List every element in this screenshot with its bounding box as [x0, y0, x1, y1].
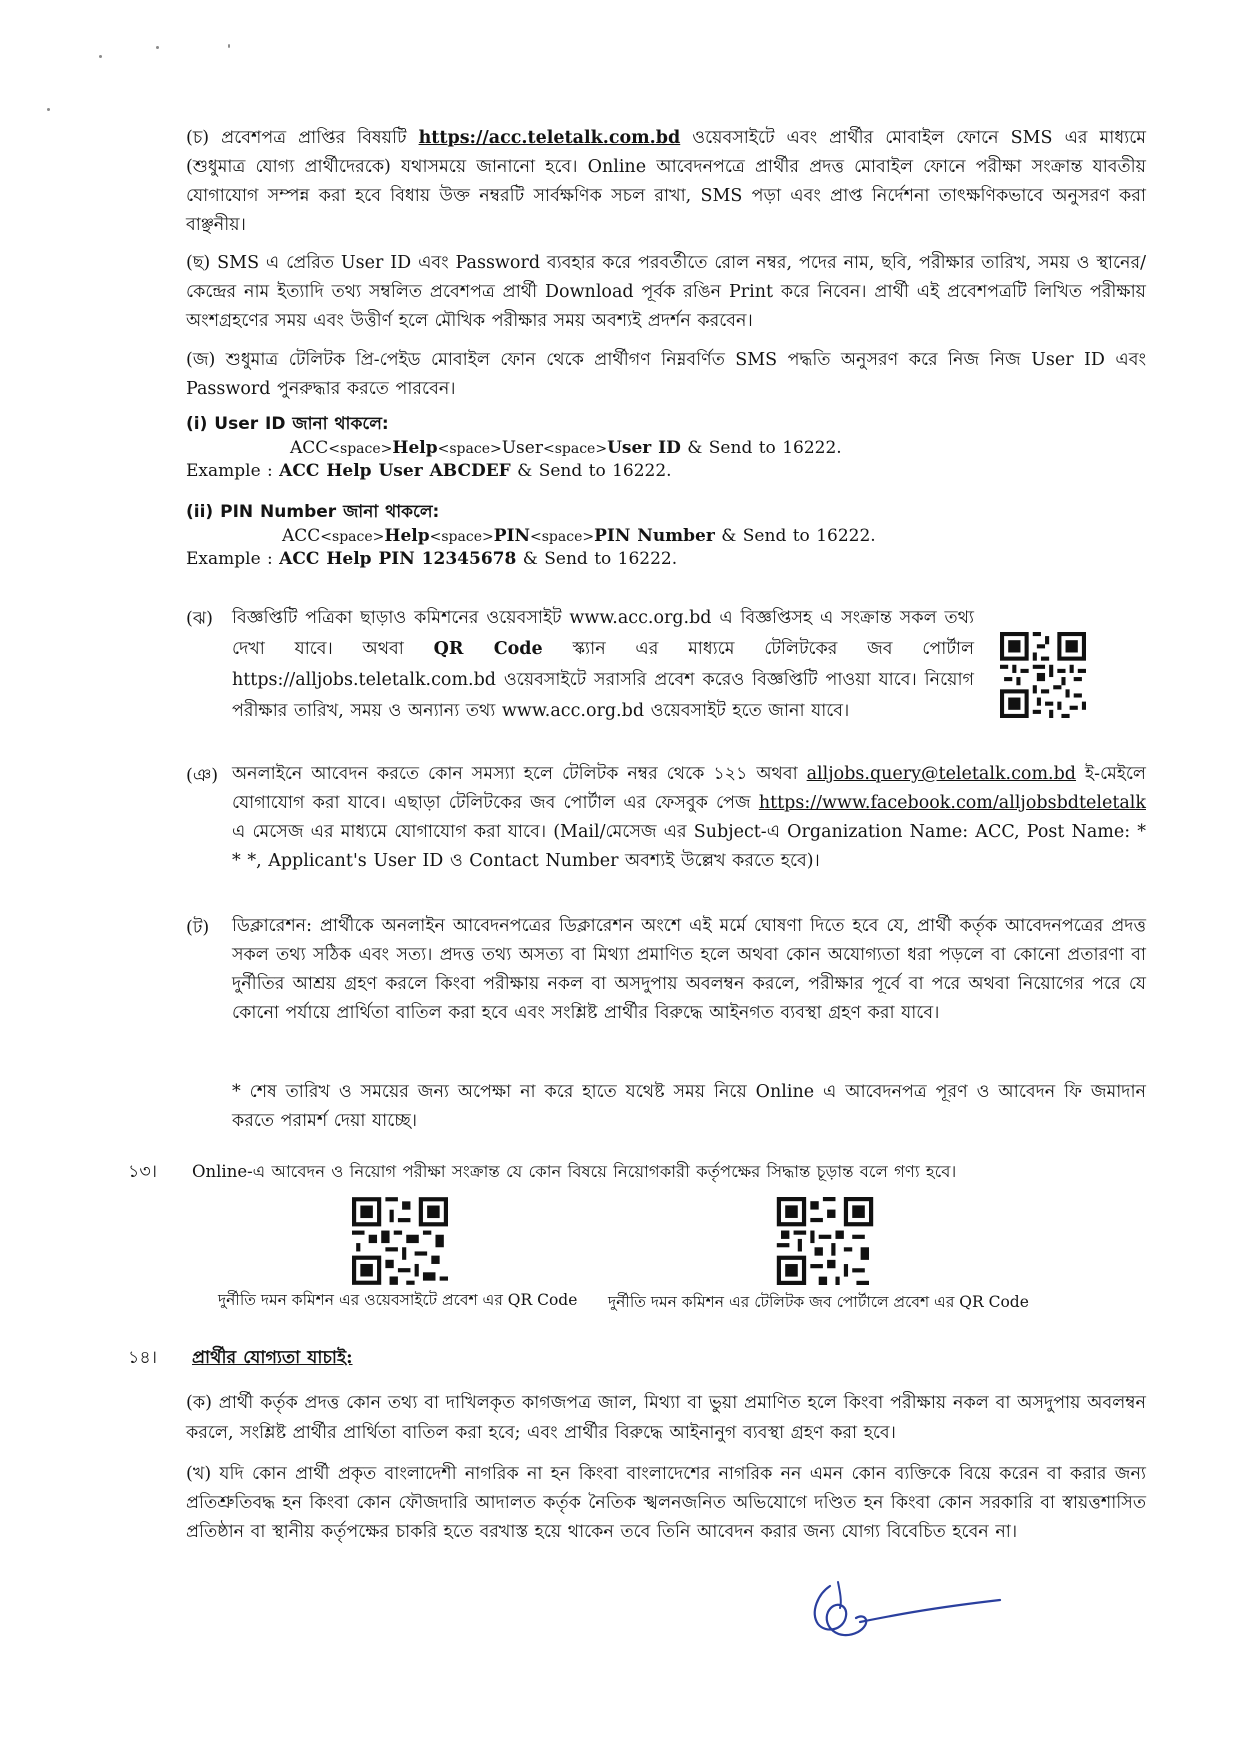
para-marker: (খ)	[186, 1464, 212, 1484]
para-text: এ মেসেজ এর মাধ্যমে যোগাযোগ করা যাবে। (Mail/মেসেজ এর Subject-এ Organization Name: ACC, Post Name: * * *, Applicant's User ID ও Contact Number অবশ্যই উল্লেখ করতে হবে)।	[232, 822, 1146, 871]
qr-caption-acc-website: দুর্নীতি দমন কমিশন এর ওয়েবসাইটে প্রবেশ এর QR Code	[218, 1291, 578, 1309]
para-text: প্রবেশপত্র প্রাপ্তির বিষয়টি	[221, 128, 407, 148]
para-ja	[186, 346, 1146, 404]
sms-token-space: <space>	[320, 529, 385, 545]
sms-send-text: & Send to 16222.	[516, 549, 678, 569]
sms-token-space: <space>	[530, 529, 595, 545]
sms-token-user: User	[501, 438, 543, 458]
sms-token-space: <space>	[429, 529, 494, 545]
sms-send-text: & Send to 16222.	[714, 526, 876, 546]
example-label: Example :	[186, 549, 280, 569]
para-text: স্ক্যান এর মাধ্যমে টেলিটকের জব পোর্টাল https://alljobs.teletalk.com.bd ওয়েবসাইটে সরাসরি প্রবেশ করেও বিজ্ঞপ্তিটি পাওয়া যাবে। নিয়োগ পরীক্ষার তারিখ, সময় ও অন্যান্য তথ্য www.acc.org.bd ওয়েবসাইট হতে জানা যাবে।	[232, 639, 974, 721]
sms-pin-label: (ii) PIN Number জানা থাকলে:	[186, 502, 440, 522]
section-14-number: ১৪।	[128, 1348, 157, 1368]
para-nya	[232, 760, 1146, 876]
para-text: ওয়েবসাইটে এবং প্রার্থীর মোবাইল ফোনে SMS এর মাধ্যমে (শুধুমাত্র যোগ্য প্রার্থীদেরকে) যথাসময়ে জানানো হবে। Online আবেদনপত্রে প্রার্থীর প্রদত্ত মোবাইল ফোনে পরীক্ষা সংক্রান্ত যাবতীয় যোগাযোগ সম্পন্ন করা হবে বিধায় উক্ত নম্বরটি সার্বক্ষণিক সচল রাখা, SMS পড়া এবং প্রাপ্ত নির্দেশনা তাৎক্ষণিকভাবে অনুসরণ করা বাঞ্ছনীয়।	[186, 128, 1146, 235]
para-text: যদি কোন প্রার্থী প্রকৃত বাংলাদেশী নাগরিক না হন কিংবা বাংলাদেশের নাগরিক নন এমন কোন ব্যক্তিকে বিয়ে করেন বা করার জন্য প্রতিশ্রুতিবদ্ধ হন কিংবা কোন ফৌজদারি আদালত কর্তৃক নৈতিক স্খলনজনিত অভিযোগে দণ্ডিত হন কিংবা কোন সরকারি বা স্বায়ত্তশাসিত প্রতিষ্ঠান বা স্থানীয় কর্তৃপক্ষের চাকরি হতে বরখাস্ত হয়ে থাকেন তবে তিনি আবেদন করার জন্য যোগ্য বিবেচিত হবেন না।	[186, 1464, 1146, 1542]
advice-note: * শেষ তারিখ ও সময়ের জন্য অপেক্ষা না করে হাতে যথেষ্ট সময় নিয়ে Online এ আবেদনপত্র পূরণ ও আবেদন ফি জমাদান করতে পরামর্শ দেয়া যাচ্ছে।	[232, 1082, 1146, 1131]
qr-code-icon	[352, 1197, 448, 1285]
signature-image	[800, 1572, 1020, 1652]
qr-code-label: QR Code	[433, 639, 543, 659]
qr-code-icon	[1000, 632, 1086, 718]
para-marker: (ছ)	[186, 253, 211, 273]
support-email-link[interactable]: alljobs.query@teletalk.com.bd	[806, 764, 1077, 784]
sms-token-user-id: User ID	[607, 438, 681, 458]
section-13-text: Online-এ আবেদন ও নিয়োগ পরীক্ষা সংক্রান্ত যে কোন বিষয়ে নিয়োগকারী কর্তৃপক্ষের সিদ্ধান্ত চূড়ান্ত বলে গণ্য হবে।	[192, 1162, 957, 1181]
qr-caption-teletalk-portal: দুর্নীতি দমন কমিশন এর টেলিটক জব পোর্টালে প্রবেশ এর QR Code	[608, 1293, 1029, 1311]
example-command: ACC Help PIN 12345678	[279, 549, 517, 569]
scan-speck	[156, 46, 159, 49]
example-command: ACC Help User ABCDEF	[279, 461, 511, 481]
para-text: ডিক্লারেশন: প্রার্থীকে অনলাইন আবেদনপত্রের ডিক্লারেশন অংশে এই মর্মে ঘোষণা দিতে হবে যে, প্রার্থী কর্তৃক আবেদনপত্রের প্রদত্ত সকল তথ্য সঠিক এবং সত্য। প্রদত্ত তথ্য অসত্য বা মিথ্যা প্রমাণিত হলে অথবা কোন অযোগ্যতা ধরা পড়লে বা কোনো প্রতারণা বা দুর্নীতির আশ্রয় গ্রহণ করলে কিংবা পরীক্ষায় নকল বা অসদুপায় অবলম্বন করলে, পরীক্ষার পূর্বে বা পরে অথবা নিয়োগের পরে যে কোনো পর্যায়ে প্রার্থিতা বাতিল করা হবে এবং সংশ্লিষ্ট প্রার্থীর বিরুদ্ধে আইনগত ব্যবস্থা গ্রহণ করা যাবে।	[232, 916, 1146, 1023]
para-marker: (ক)	[186, 1393, 212, 1413]
admit-card-url-link[interactable]: https://acc.teletalk.com.bd	[418, 128, 681, 148]
qr-teletalk-portal	[776, 1197, 874, 1285]
sms-pin-block	[186, 500, 1146, 571]
sms-user-id-block	[186, 412, 1146, 483]
sms-send-text: & Send to 16222.	[680, 438, 842, 458]
para-jha	[232, 603, 974, 727]
sms-format-line	[186, 436, 1146, 461]
para-text: প্রার্থী কর্তৃক প্রদত্ত কোন তথ্য বা দাখিলকৃত কাগজপত্র জাল, মিথ্যা বা ভুয়া প্রমাণিত হলে কিংবা পরীক্ষায় নকল বা অসদুপায় অবলম্বন করলে, সংশ্লিষ্ট প্রার্থীর প্রার্থিতা বাতিল করা হবে; এবং প্রার্থীর বিরুদ্ধে আইনানুগ ব্যবস্থা গ্রহণ করা হবে।	[186, 1393, 1146, 1443]
sms-user-id-label: (i) User ID জানা থাকলে:	[186, 414, 389, 434]
sms-token-space: <space>	[542, 441, 608, 457]
sms-token-acc: ACC	[290, 438, 329, 458]
qr-code-icon	[776, 1197, 874, 1285]
example-label: Example :	[186, 461, 280, 481]
section-13-number: ১৩।	[128, 1162, 157, 1182]
sms-example-line	[186, 459, 1146, 483]
para-cha	[186, 124, 1146, 240]
sms-token-help: Help	[392, 438, 438, 458]
para-marker: (চ)	[186, 128, 210, 148]
qr-acc-website	[352, 1197, 448, 1285]
para-text: শুধুমাত্র টেলিটক প্রি-পেইড মোবাইল ফোন থেকে প্রার্থীগণ নিম্নবর্ণিত SMS পদ্ধতি অনুসরণ করে নিজ নিজ User ID এবং Password পুনরুদ্ধার করতে পারবেন।	[186, 350, 1146, 399]
marker-ta: (ট)	[186, 918, 210, 938]
sms-token-pin: PIN	[493, 526, 530, 546]
para-ta	[232, 912, 1146, 1028]
sms-example-line	[186, 547, 1146, 571]
scan-speck	[99, 55, 102, 58]
sms-format-line	[186, 524, 1146, 549]
sms-token-acc: ACC	[282, 526, 321, 546]
para-kha	[186, 1460, 1146, 1547]
sms-send-text: & Send to 16222.	[510, 461, 672, 481]
scan-speck	[47, 108, 50, 111]
marker-jha: (ঝ)	[186, 609, 213, 629]
scan-speck	[228, 44, 230, 48]
sms-token-help: Help	[384, 526, 430, 546]
para-ka	[186, 1388, 1146, 1448]
section-14-title: প্রার্থীর যোগ্যতা যাচাই:	[192, 1348, 353, 1368]
sms-token-space: <space>	[328, 441, 393, 457]
para-chha	[186, 249, 1146, 336]
para-marker: (জ)	[186, 350, 216, 370]
para-text: SMS এ প্রেরিত User ID এবং Password ব্যবহার করে পরবর্তীতে রোল নম্বর, পদের নাম, ছবি, পরীক্ষার তারিখ, সময় ও স্থানের/কেন্দ্রের নাম ইত্যাদি তথ্য সম্বলিত প্রবেশপত্র প্রার্থী Download পূর্বক রঙিন Print করে নিবেন। প্রার্থী এই প্রবেশপত্রটি লিখিত পরীক্ষায় অংশগ্রহণের সময় এবং উত্তীর্ণ হলে মৌখিক পরীক্ষার সময় অবশ্যই প্রদর্শন করবেন।	[186, 253, 1146, 331]
marker-nya: (ঞ)	[186, 766, 219, 786]
para-text: বিজ্ঞপ্তিটি পত্রিকা ছাড়াও কমিশনের ওয়েবসাইট www.acc.org.bd এ বিজ্ঞপ্তিসহ এ সংক্রান্ত সকল তথ্য দেখা যাবে। অথবা	[232, 608, 974, 659]
sms-token-space: <space>	[437, 441, 502, 457]
para-text: ই-মেইলে যোগাযোগ করা যাবে। এছাড়া টেলিটকের জব পোর্টাল এর ফেসবুক পেজ	[232, 764, 1146, 813]
facebook-page-link[interactable]: https://www.facebook.com/alljobsbdteletalk	[758, 793, 1146, 813]
para-text: অনলাইনে আবেদন করতে কোন সমস্যা হলে টেলিটক নম্বর থেকে ১২১ অথবা	[232, 764, 798, 784]
qr-code-image	[1000, 632, 1086, 718]
sms-token-pin-number: PIN Number	[594, 526, 715, 546]
